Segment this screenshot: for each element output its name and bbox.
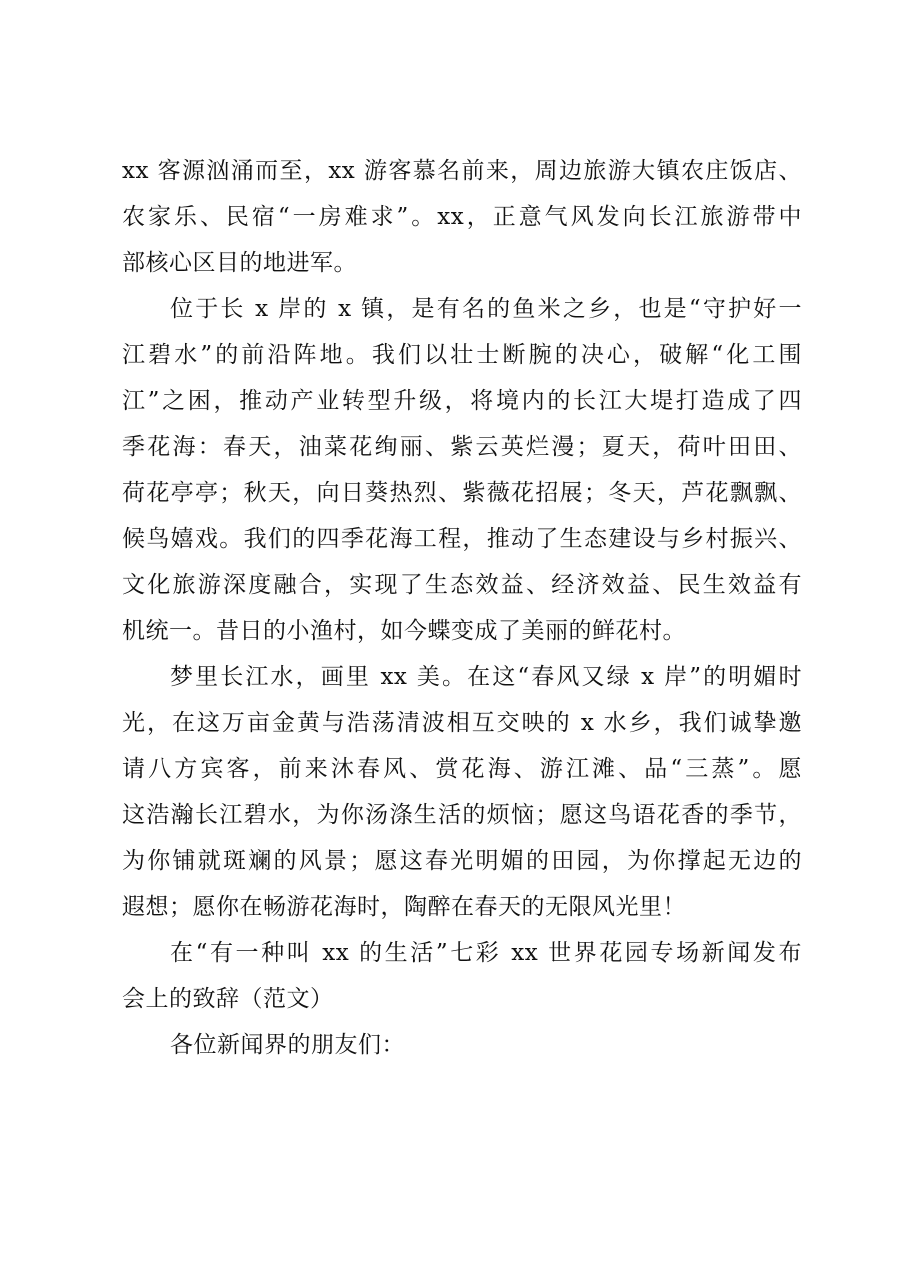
text-line: 在“有一种叫 xx 的生活”七彩 xx 世界花园专场新闻发布 [170, 940, 802, 966]
text-line: 季花海：春天，油菜花绚丽、紫云英烂漫；夏天，荷叶田田、 [122, 434, 802, 460]
text-line: 机统一。昔日的小渔村，如今蝶变成了美丽的鲜花村。 [122, 618, 686, 644]
text-line: 遐想；愿你在畅游花海时，陶醉在春天的无限风光里！ [122, 894, 686, 920]
text-line: 会上的致辞（范文） [122, 986, 334, 1012]
paragraph-1 [122, 148, 802, 286]
text-line: 候鸟嬉戏。我们的四季花海工程，推动了生态建设与乡村振兴、 [122, 526, 802, 552]
paragraph-4-title [122, 930, 802, 1022]
text-line: 为你铺就斑斓的风景；愿这春光明媚的田园，为你撑起无边的 [122, 848, 802, 874]
text-line: 文化旅游深度融合，实现了生态效益、经济效益、民生效益有 [122, 572, 802, 598]
paragraph-2 [122, 286, 802, 654]
text-line: 江碧水”的前沿阵地。我们以壮士断腕的决心，破解“化工围 [122, 342, 802, 368]
text-line: 位于长 x 岸的 x 镇，是有名的鱼米之乡，也是“守护好一 [170, 296, 802, 322]
text-line: 各位新闻界的朋友们： [170, 1032, 405, 1058]
paragraph-3 [122, 654, 802, 930]
text-line: 荷花亭亭；秋天，向日葵热烈、紫薇花招展；冬天，芦花飘飘、 [122, 480, 802, 506]
text-line: 部核心区目的地进军。 [122, 250, 357, 276]
text-line: 这浩瀚长江碧水，为你汤涤生活的烦恼；愿这鸟语花香的季节， [122, 802, 802, 828]
document-body [122, 148, 802, 1068]
text-line: 请八方宾客，前来沐春风、赏花海、游江滩、品“三蒸”。愿 [122, 756, 802, 782]
text-line: xx 客源汹涌而至，xx 游客慕名前来，周边旅游大镇农庄饭店、 [122, 158, 802, 184]
text-line: 光，在这万亩金黄与浩荡清波相互交映的 x 水乡，我们诚挚邀 [122, 710, 802, 736]
text-line: 梦里长江水，画里 xx 美。在这“春风又绿 x 岸”的明媚时 [170, 664, 802, 690]
paragraph-5-salutation [122, 1022, 802, 1068]
text-line: 江”之困，推动产业转型升级，将境内的长江大堤打造成了四 [122, 388, 802, 414]
text-line: 农家乐、民宿“一房难求”。xx，正意气风发向长江旅游带中 [122, 204, 802, 230]
